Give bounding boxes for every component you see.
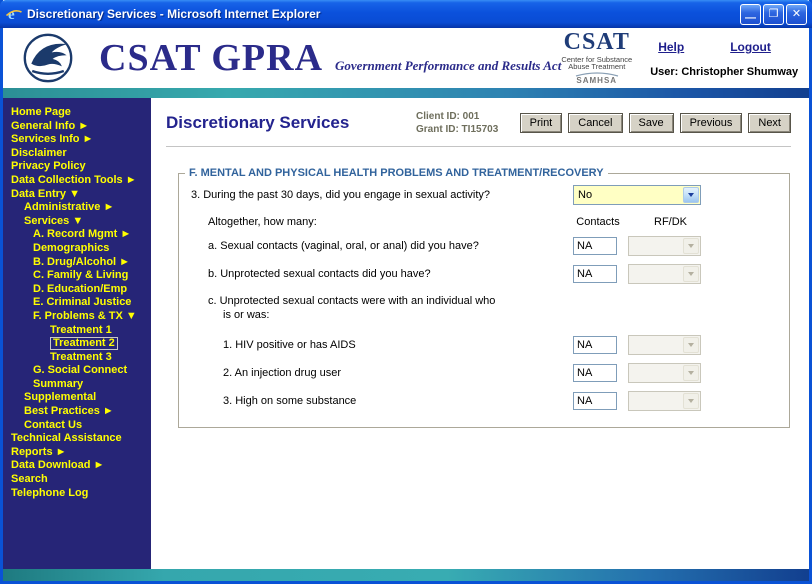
brand-title: CSAT GPRA xyxy=(99,37,324,79)
altogether-label: Altogether, how many: xyxy=(208,216,317,228)
chevron-down-icon xyxy=(683,365,699,381)
next-button[interactable]: Next xyxy=(748,113,791,133)
contacts-c3-input[interactable] xyxy=(573,392,617,410)
chevron-down-icon xyxy=(683,238,699,254)
rfdk-c2-value xyxy=(629,364,682,382)
row-c-label-line2: is or was: xyxy=(223,309,270,321)
svg-text:e: e xyxy=(8,7,15,22)
contacts-c1-input[interactable] xyxy=(573,336,617,354)
sidebar-item-education-emp[interactable]: D. Education/Emp xyxy=(33,282,128,295)
sidebar-item-treatment-3[interactable]: Treatment 3 xyxy=(50,350,112,363)
row-c3-label: 3. High on some substance xyxy=(223,395,357,407)
sidebar-item-drug-alcohol[interactable]: B. Drug/Alcohol ► xyxy=(33,255,131,268)
sidebar-item-supplemental[interactable]: Supplemental xyxy=(24,391,97,404)
rfdk-a-select xyxy=(628,236,701,256)
chevron-down-icon xyxy=(683,337,699,353)
sidebar-item-demographics[interactable]: Demographics xyxy=(33,241,110,254)
sidebar-item-family-living[interactable]: C. Family & Living xyxy=(33,269,129,282)
sidebar-nav xyxy=(3,98,151,569)
titlebar xyxy=(0,0,812,28)
sidebar-item-data-download[interactable]: Data Download ► xyxy=(11,459,105,472)
sidebar-item-reports[interactable]: Reports ► xyxy=(11,445,67,458)
sidebar-item-general-info[interactable]: General Info ► xyxy=(11,119,90,132)
rfdk-c3-value xyxy=(629,392,682,410)
sidebar-item-services-info[interactable]: Services Info ► xyxy=(11,133,94,146)
maximize-button[interactable]: ❐ xyxy=(763,4,784,25)
main-content xyxy=(151,98,809,569)
sidebar-item-administrative[interactable]: Administrative ► xyxy=(24,201,115,214)
contacts-b-input[interactable] xyxy=(573,265,617,283)
sidebar-item-home-page[interactable]: Home Page xyxy=(11,106,71,118)
sidebar-item-social-connect[interactable]: G. Social Connect xyxy=(33,364,128,377)
contacts-a-input[interactable] xyxy=(573,237,617,255)
brand-subtitle: Government Performance and Results Act xyxy=(335,58,562,73)
contacts-c2-input[interactable] xyxy=(573,364,617,382)
sidebar-item-record-mgmt[interactable]: A. Record Mgmt ► xyxy=(33,228,132,241)
row-c1-label: 1. HIV positive or has AIDS xyxy=(223,339,356,351)
csat-logo-line1: Center for Substance xyxy=(561,54,633,64)
logout-link[interactable]: Logout xyxy=(730,40,771,54)
app-header xyxy=(3,28,809,88)
sidebar-item-technical-assistance[interactable]: Technical Assistance xyxy=(11,432,122,445)
rfdk-a-value xyxy=(629,237,682,255)
csat-logo-acronym: CSAT xyxy=(563,29,630,56)
footer-bar xyxy=(3,569,809,581)
sidebar-item-data-collection-tools[interactable]: Data Collection Tools ► xyxy=(11,173,137,186)
rfdk-b-select xyxy=(628,264,701,284)
sexual-activity-select[interactable] xyxy=(573,185,701,205)
sidebar-item-telephone-log[interactable]: Telephone Log xyxy=(11,486,89,499)
samhsa-label: SAMHSA xyxy=(576,76,618,86)
sidebar-item-criminal-justice[interactable]: E. Criminal Justice xyxy=(33,296,132,309)
sexual-activity-value: No xyxy=(578,189,593,201)
sidebar-item-disclaimer[interactable]: Disclaimer xyxy=(11,146,67,159)
sidebar-item-treatment-2[interactable] xyxy=(3,337,151,351)
csat-logo xyxy=(561,30,632,85)
rfdk-c2-select xyxy=(628,363,701,383)
header-right xyxy=(650,38,799,78)
save-button[interactable]: Save xyxy=(629,113,674,133)
help-link[interactable]: Help xyxy=(658,40,685,54)
client-grant-ids xyxy=(416,110,498,136)
previous-button[interactable]: Previous xyxy=(680,113,743,133)
page-title: Discretionary Services xyxy=(166,113,350,132)
row-c2-label: 2. An injection drug user xyxy=(223,367,342,379)
rfdk-c3-select xyxy=(628,391,701,411)
page-header-bar xyxy=(166,110,791,147)
logged-in-user: User: Christopher Shumway xyxy=(650,66,799,78)
close-button[interactable]: ✕ xyxy=(786,4,807,25)
internet-explorer-icon xyxy=(6,6,22,22)
window-title: Discretionary Services - Microsoft Internet Explorer xyxy=(27,7,321,21)
section-f-fieldset xyxy=(178,167,790,428)
q3-label: 3. During the past 30 days, did you engage in sexual activity? xyxy=(191,189,491,201)
rfdk-b-value xyxy=(629,265,682,283)
chevron-down-icon xyxy=(683,266,699,282)
rfdk-c1-value xyxy=(629,336,682,354)
grant-id: Grant ID: TI15703 xyxy=(416,124,499,135)
contacts-column-header: Contacts xyxy=(576,216,620,228)
row-c-label-line1: c. Unprotected sexual contacts were with an individual who xyxy=(208,295,496,307)
sidebar-item-services[interactable]: Services ▼ xyxy=(24,214,84,227)
row-c-label xyxy=(179,294,573,322)
selected-nav-label: Treatment 2 xyxy=(50,337,118,350)
cancel-button[interactable]: Cancel xyxy=(568,113,622,133)
header-gradient-bar xyxy=(3,88,809,98)
sidebar-item-search[interactable]: Search xyxy=(11,473,48,486)
chevron-down-icon[interactable] xyxy=(683,187,699,203)
sidebar-item-contact-us[interactable]: Contact Us xyxy=(24,418,83,431)
csat-logo-line2: Abuse Treatment xyxy=(568,62,626,72)
print-button[interactable]: Print xyxy=(520,113,563,133)
minimize-button[interactable]: — xyxy=(740,4,761,25)
sidebar-item-best-practices[interactable]: Best Practices ► xyxy=(24,405,114,418)
sidebar-item-summary[interactable]: Summary xyxy=(33,377,84,390)
client-id: Client ID: 001 xyxy=(416,111,480,122)
row-b-label: b. Unprotected sexual contacts did you have? xyxy=(208,268,431,280)
hhs-logo xyxy=(11,32,85,84)
sidebar-item-data-entry[interactable]: Data Entry ▼ xyxy=(11,187,80,200)
chevron-down-icon xyxy=(683,393,699,409)
row-a-label: a. Sexual contacts (vaginal, oral, or anal) did you have? xyxy=(208,240,479,252)
sidebar-item-treatment-1[interactable]: Treatment 1 xyxy=(50,323,112,336)
rfdk-column-header: RF/DK xyxy=(654,216,687,228)
rfdk-c1-select xyxy=(628,335,701,355)
sidebar-item-problems-tx[interactable]: F. Problems & TX ▼ xyxy=(33,309,137,322)
action-buttons xyxy=(520,113,791,133)
brand-logo xyxy=(99,36,561,80)
sidebar-item-privacy-policy[interactable]: Privacy Policy xyxy=(11,160,86,173)
section-f-legend: F. MENTAL AND PHYSICAL HEALTH PROBLEMS AND TREATMENT/RECOVERY xyxy=(189,167,604,179)
